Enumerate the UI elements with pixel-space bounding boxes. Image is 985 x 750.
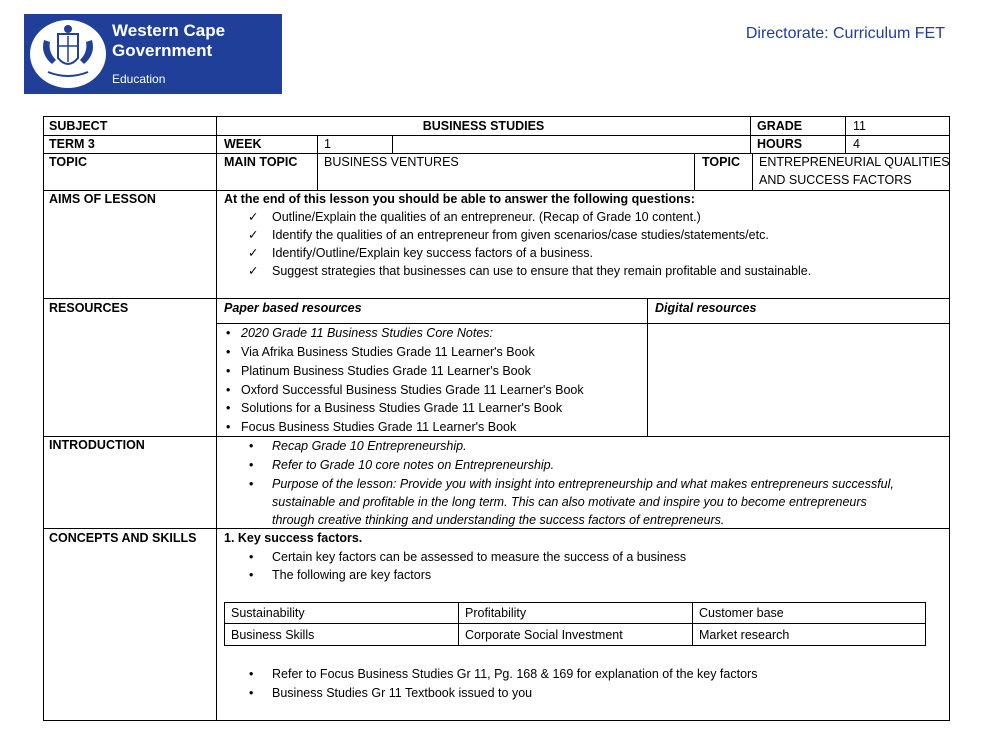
topic-label: TOPIC (49, 155, 87, 169)
logo-subtitle: Education (112, 72, 166, 86)
directorate-title: Directorate: Curriculum FET (745, 25, 945, 42)
intro-purpose-line: Purpose of the lesson: Provide you with insight into entrepreneurship and what makes entrepreneurs successful, (272, 477, 894, 491)
aims-item: Outline/Explain the qualities of an entrepreneur. (Recap of Grade 10 content.) (272, 210, 701, 224)
factor-cell: Customer base (699, 606, 784, 620)
week-value: 1 (324, 137, 331, 151)
resource-item: 2020 Grade 11 Business Studies Core Notes: (241, 326, 493, 340)
border (752, 153, 753, 190)
bullet-icon: • (249, 458, 254, 472)
topic-value-line1: ENTREPRENEURIAL QUALITIES (759, 155, 950, 169)
bullet-icon: • (249, 568, 254, 582)
border (224, 645, 926, 646)
aims-label: AIMS OF LESSON (49, 192, 156, 206)
concepts-footer-bullet: Refer to Focus Business Studies Gr 11, Pg. 168 & 169 for explanation of the key factors (272, 667, 758, 681)
bullet-icon: • (226, 345, 231, 359)
factor-cell: Sustainability (231, 606, 305, 620)
border (317, 135, 318, 190)
border (43, 116, 44, 721)
subject-value: BUSINESS STUDIES (422, 119, 545, 133)
border (949, 116, 950, 721)
subject-label: SUBJECT (49, 119, 108, 133)
border (216, 116, 217, 721)
intro-item: Recap Grade 10 Entrepreneurship. (272, 439, 467, 453)
resources-label: RESOURCES (49, 301, 129, 315)
border (845, 116, 846, 153)
grade-label: GRADE (757, 119, 803, 133)
aims-item: Identify the qualities of an entrepreneur from given scenarios/case studies/statements/etc. (272, 228, 769, 242)
term-label: TERM 3 (49, 137, 95, 151)
border (925, 602, 926, 646)
border (224, 623, 926, 624)
introduction-label: INTRODUCTION (49, 438, 145, 452)
bullet-icon: • (249, 550, 254, 564)
intro-item: Refer to Grade 10 core notes on Entrepreneurship. (272, 458, 555, 472)
border (458, 602, 459, 646)
concepts-label: CONCEPTS AND SKILLS (49, 531, 197, 545)
main-topic-value: BUSINESS VENTURES (324, 155, 459, 169)
aims-item: Suggest strategies that businesses can use to ensure that they remain profitable and sustainable. (272, 264, 812, 278)
border (392, 135, 393, 153)
concepts-bullet: Certain key factors can be assessed to measure the success of a business (272, 550, 687, 564)
checkmark-icon: ✓ (248, 210, 259, 224)
bullet-icon: • (249, 667, 254, 681)
hours-label: HOURS (757, 137, 803, 151)
main-topic-label: MAIN TOPIC (224, 155, 298, 169)
resource-item: Platinum Business Studies Grade 11 Learner's Book (241, 364, 531, 378)
border (43, 298, 950, 299)
border (224, 602, 225, 646)
bullet-icon: • (226, 383, 231, 397)
resource-item: Focus Business Studies Grade 11 Learner's Book (241, 420, 517, 434)
factor-cell: Business Skills (231, 628, 315, 642)
wcg-logo (24, 14, 282, 94)
border (647, 298, 648, 436)
logo-title: Western Cape Government (112, 21, 226, 60)
resource-item: Oxford Successful Business Studies Grade 11 Learner's Book (241, 383, 584, 397)
border (224, 602, 926, 603)
bullet-icon: • (226, 420, 231, 434)
border (43, 436, 950, 437)
key-factors-table (224, 602, 926, 646)
week-label: WEEK (224, 137, 262, 151)
intro-purpose-line: through creative thinking and understanding the success factors of entrepreneurs. (272, 513, 725, 527)
border (43, 720, 950, 721)
bullet-icon: • (226, 364, 231, 378)
resource-item: Solutions for a Business Studies Grade 11 Learner's Book (241, 401, 563, 415)
bullet-icon: • (249, 686, 254, 700)
border (694, 153, 695, 190)
checkmark-icon: ✓ (248, 246, 259, 260)
aims-intro: At the end of this lesson you should be able to answer the following questions: (224, 192, 695, 206)
bullet-icon: • (249, 439, 254, 453)
border (43, 135, 950, 136)
bullet-icon: • (226, 326, 231, 340)
factor-cell: Corporate Social Investment (465, 628, 623, 642)
paper-resources-header: Paper based resources (224, 301, 362, 315)
resource-item: Via Afrika Business Studies Grade 11 Learner's Book (241, 345, 535, 359)
grade-value: 11 (853, 119, 866, 133)
topic-value-line2: AND SUCCESS FACTORS (759, 173, 912, 187)
bullet-icon: • (226, 401, 231, 415)
topic-sub-label: TOPIC (702, 155, 740, 169)
checkmark-icon: ✓ (248, 264, 259, 278)
digital-resources-header: Digital resources (655, 301, 757, 315)
factor-cell: Market research (699, 628, 790, 642)
aims-item: Identify/Outline/Explain key success factors of a business. (272, 246, 593, 260)
coat-of-arms-icon (28, 18, 108, 90)
checkmark-icon: ✓ (248, 228, 259, 242)
lesson-plan-table (43, 116, 950, 721)
factor-cell: Profitability (465, 606, 527, 620)
border (692, 602, 693, 646)
concepts-bullet: The following are key factors (272, 568, 432, 582)
border (750, 116, 751, 153)
intro-purpose-line: sustainable and profitable in the long term. This can also motivate and inspire you to become entrepreneurs (272, 495, 867, 509)
bullet-icon: • (249, 477, 254, 491)
concepts-heading: 1. Key success factors. (224, 531, 363, 545)
hours-value: 4 (853, 137, 860, 151)
concepts-footer-bullet: Business Studies Gr 11 Textbook issued to you (272, 686, 533, 700)
